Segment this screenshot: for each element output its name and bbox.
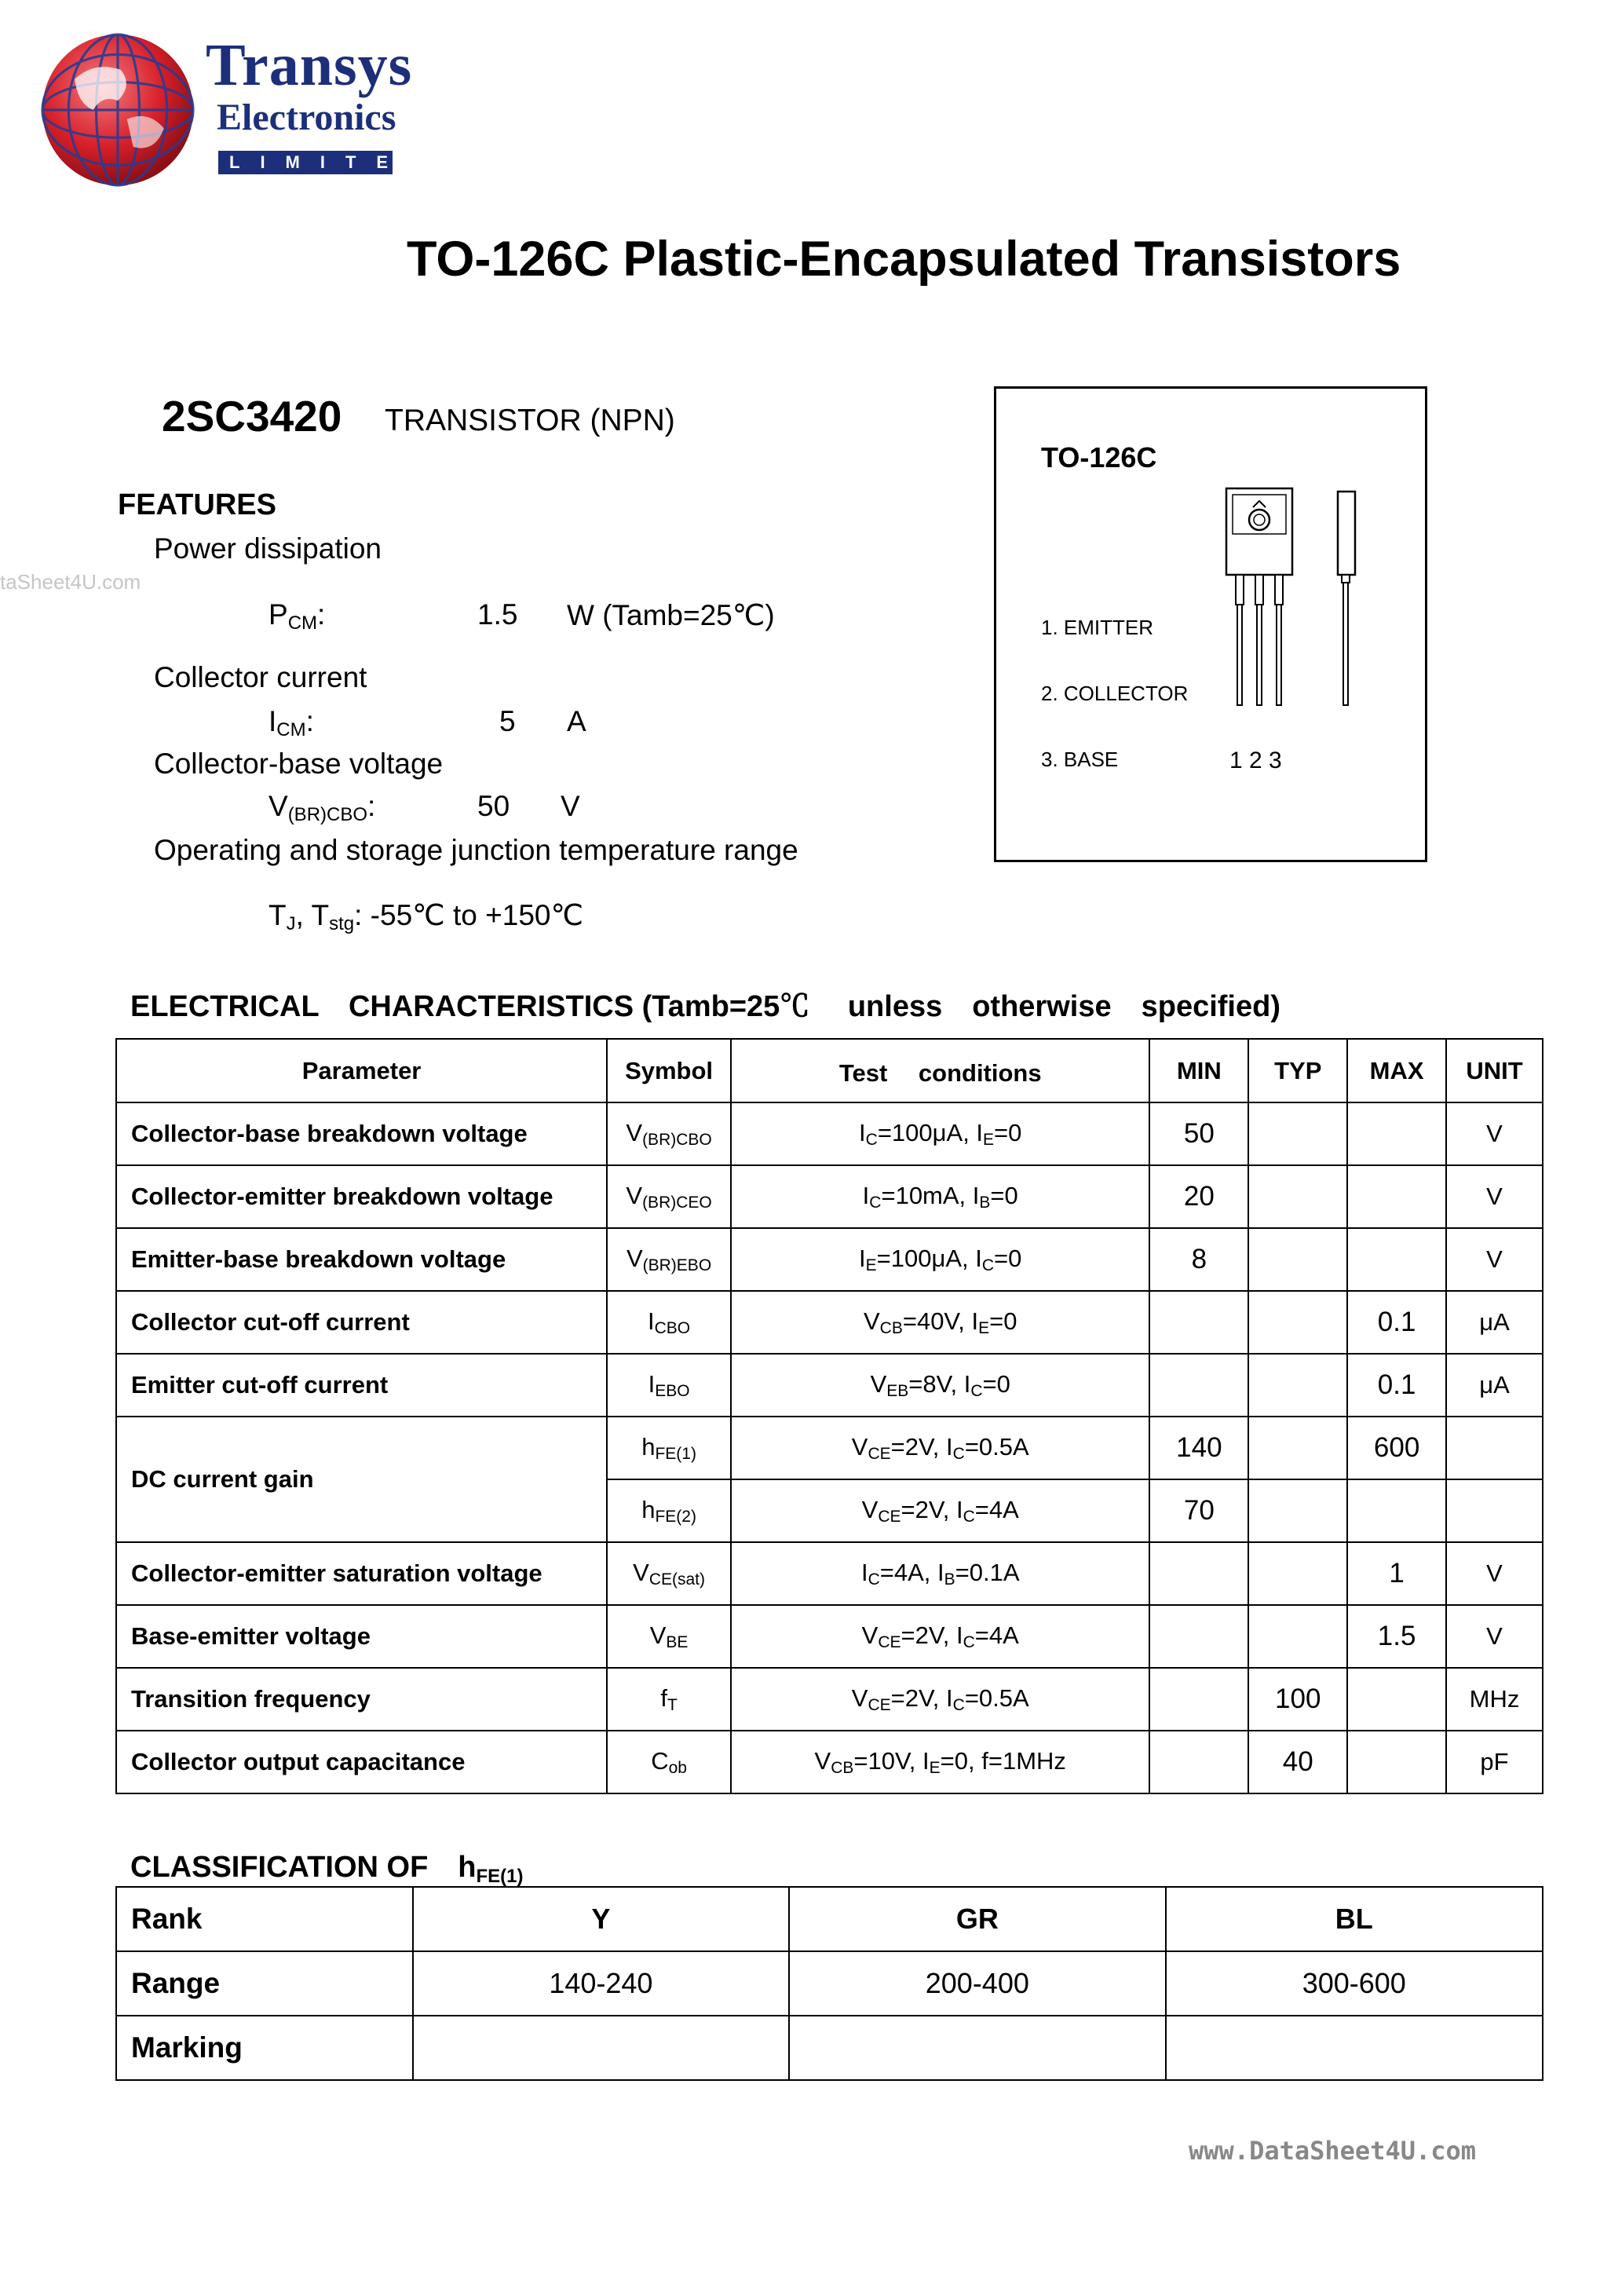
icm-value: 5 (499, 705, 516, 737)
typ-cell (1248, 1102, 1347, 1165)
symbol-cell: IEBO (607, 1354, 731, 1417)
param-cell: Transition frequency (116, 1668, 607, 1731)
logo-brand-sub: Electronics (217, 97, 396, 138)
range-gr: 200-400 (789, 1951, 1165, 2016)
table-row (116, 2016, 1543, 2080)
classification-table (115, 1886, 1543, 2081)
condition-cell: VCE=2V, IC=0.5A (731, 1417, 1149, 1479)
col-min: MIN (1149, 1039, 1248, 1102)
param-cell: Emitter-base breakdown voltage (116, 1228, 607, 1291)
power-label: Power dissipation (154, 532, 382, 565)
pin3-label: 3. BASE (1041, 748, 1119, 771)
marking-gr (789, 2016, 1165, 2080)
typ-cell: 100 (1248, 1668, 1347, 1731)
marking-bl (1166, 2016, 1543, 2080)
page-title: TO-126C Plastic-Encapsulated Transistors (407, 232, 1401, 287)
max-cell (1347, 1102, 1446, 1165)
unit-cell: V (1446, 1165, 1543, 1228)
pcm-value: 1.5 (477, 598, 518, 631)
max-cell (1347, 1731, 1446, 1793)
part-type: TRANSISTOR (NPN) (385, 404, 675, 437)
pin2-label: 2. COLLECTOR (1041, 682, 1189, 705)
collector-current-label: Collector current (154, 661, 367, 693)
min-cell (1149, 1731, 1248, 1793)
min-cell: 70 (1149, 1479, 1248, 1542)
unit-cell (1446, 1417, 1543, 1479)
temp-range-value: $T_J$, $T_{stg}$: -55℃ to +150℃ (269, 899, 584, 934)
to126c-package-drawing (1222, 484, 1375, 711)
condition-cell: IC=100μA, IE=0 (731, 1102, 1149, 1165)
table-row (116, 1605, 1543, 1668)
min-cell (1149, 1542, 1248, 1605)
vcbo-symbol: $V_{(BR)CBO}$: (269, 790, 376, 825)
range-label: Range (116, 1951, 413, 2016)
classification-heading: CLASSIFICATION OF hFE(1) (130, 1851, 524, 1887)
vcbo-unit: V (561, 790, 580, 822)
part-number: 2SC3420 (162, 392, 342, 441)
param-cell: Emitter cut-off current (116, 1354, 607, 1417)
ec-header-row (116, 1039, 1543, 1102)
pcm-unit: W (Tamb=25℃) (567, 599, 775, 631)
max-cell: 0.1 (1347, 1354, 1446, 1417)
symbol-cell: V(BR)EBO (607, 1228, 731, 1291)
globe-logo-icon (41, 33, 195, 187)
typ-cell (1248, 1417, 1347, 1479)
typ-cell (1248, 1291, 1347, 1354)
rank-label: Rank (116, 1887, 413, 1951)
col-max: MAX (1347, 1039, 1446, 1102)
table-row (116, 1165, 1543, 1228)
typ-cell (1248, 1228, 1347, 1291)
pin1-label: 1. EMITTER (1041, 616, 1154, 639)
unit-cell: MHz (1446, 1668, 1543, 1731)
condition-cell: IC=10mA, IB=0 (731, 1165, 1149, 1228)
col-symbol: Symbol (607, 1039, 731, 1102)
unit-cell: pF (1446, 1731, 1543, 1793)
rank-bl: BL (1166, 1887, 1543, 1951)
condition-cell: VCE=2V, IC=4A (731, 1605, 1149, 1668)
table-row (116, 1417, 1543, 1479)
min-cell: 8 (1149, 1228, 1248, 1291)
min-cell (1149, 1291, 1248, 1354)
condition-cell: VCB=10V, IE=0, f=1MHz (731, 1731, 1149, 1793)
typ-cell (1248, 1479, 1347, 1542)
unit-cell: V (1446, 1228, 1543, 1291)
logo-limited-bar: LIMITED (218, 151, 393, 174)
ec-table (115, 1038, 1543, 1794)
col-test-conditions: Test conditions (731, 1039, 1149, 1102)
max-cell (1347, 1228, 1446, 1291)
unit-cell: V (1446, 1102, 1543, 1165)
max-cell: 1.5 (1347, 1605, 1446, 1668)
table-row (116, 1731, 1543, 1793)
max-cell (1347, 1165, 1446, 1228)
symbol-cell: VBE (607, 1605, 731, 1668)
symbol-cell: V(BR)CEO (607, 1165, 731, 1228)
condition-cell: VCE=2V, IC=0.5A (731, 1668, 1149, 1731)
unit-cell: μA (1446, 1354, 1543, 1417)
col-unit: UNIT (1446, 1039, 1543, 1102)
watermark: taSheet4U.com (0, 570, 141, 594)
logo-brand-name: Transys (206, 32, 413, 98)
typ-cell (1248, 1542, 1347, 1605)
param-cell: Collector output capacitance (116, 1731, 607, 1793)
min-cell: 20 (1149, 1165, 1248, 1228)
table-row (116, 1102, 1543, 1165)
range-bl: 300-600 (1166, 1951, 1543, 2016)
param-cell: Collector-emitter breakdown voltage (116, 1165, 607, 1228)
unit-cell: μA (1446, 1291, 1543, 1354)
min-cell: 140 (1149, 1417, 1248, 1479)
typ-cell (1248, 1605, 1347, 1668)
col-parameter: Parameter (116, 1039, 607, 1102)
max-cell (1347, 1668, 1446, 1731)
unit-cell: V (1446, 1605, 1543, 1668)
vcbo-value: 50 (477, 790, 510, 822)
param-cell: Collector cut-off current (116, 1291, 607, 1354)
table-row (116, 1542, 1543, 1605)
icm-symbol: $I_{CM}$: (269, 705, 314, 740)
condition-cell: VCB=40V, IE=0 (731, 1291, 1149, 1354)
min-cell (1149, 1668, 1248, 1731)
col-typ: TYP (1248, 1039, 1347, 1102)
max-cell (1347, 1479, 1446, 1542)
table-row (116, 1354, 1543, 1417)
max-cell: 0.1 (1347, 1291, 1446, 1354)
max-cell: 1 (1347, 1542, 1446, 1605)
table-row (116, 1228, 1543, 1291)
marking-label: Marking (116, 2016, 413, 2080)
typ-cell: 40 (1248, 1731, 1347, 1793)
condition-cell: IC=4A, IB=0.1A (731, 1542, 1149, 1605)
min-cell (1149, 1605, 1248, 1668)
rank-y: Y (413, 1887, 789, 1951)
range-y: 140-240 (413, 1951, 789, 2016)
symbol-cell: fT (607, 1668, 731, 1731)
table-row (116, 1951, 1543, 2016)
package-name: TO-126C (1041, 441, 1157, 473)
symbol-cell: hFE(1) (607, 1417, 731, 1479)
symbol-cell: ICBO (607, 1291, 731, 1354)
param-cell: Base-emitter voltage (116, 1605, 607, 1668)
symbol-cell: V(BR)CBO (607, 1102, 731, 1165)
features-heading: FEATURES (118, 488, 276, 521)
max-cell: 600 (1347, 1417, 1446, 1479)
pcm-symbol: $P_{CM}$: (269, 598, 326, 634)
ec-heading: ELECTRICAL CHARACTERISTICS (Tamb=25℃ unless otherwise specified) (130, 990, 1280, 1023)
param-cell: Collector-base breakdown voltage (116, 1102, 607, 1165)
typ-cell (1248, 1165, 1347, 1228)
footer-url[interactable]: www.DataSheet4U.com (1189, 2136, 1477, 2166)
condition-cell: VEB=8V, IC=0 (731, 1354, 1149, 1417)
unit-cell (1446, 1479, 1543, 1542)
condition-cell: IE=100μA, IC=0 (731, 1228, 1149, 1291)
table-row (116, 1291, 1543, 1354)
collector-base-voltage-label: Collector-base voltage (154, 748, 444, 780)
marking-y (413, 2016, 789, 2080)
pin-numbers: 1 2 3 (1229, 748, 1282, 773)
min-cell (1149, 1354, 1248, 1417)
param-cell: DC current gain (116, 1417, 607, 1542)
temp-range-label: Operating and storage junction temperature range (154, 834, 798, 866)
rank-gr: GR (789, 1887, 1165, 1951)
table-row (116, 1887, 1543, 1951)
param-cell: Collector-emitter saturation voltage (116, 1542, 607, 1605)
unit-cell: V (1446, 1542, 1543, 1605)
condition-cell: VCE=2V, IC=4A (731, 1479, 1149, 1542)
symbol-cell: VCE(sat) (607, 1542, 731, 1605)
table-row (116, 1668, 1543, 1731)
icm-unit: A (567, 705, 586, 737)
min-cell: 50 (1149, 1102, 1248, 1165)
symbol-cell: hFE(2) (607, 1479, 731, 1542)
typ-cell (1248, 1354, 1347, 1417)
symbol-cell: Cob (607, 1731, 731, 1793)
